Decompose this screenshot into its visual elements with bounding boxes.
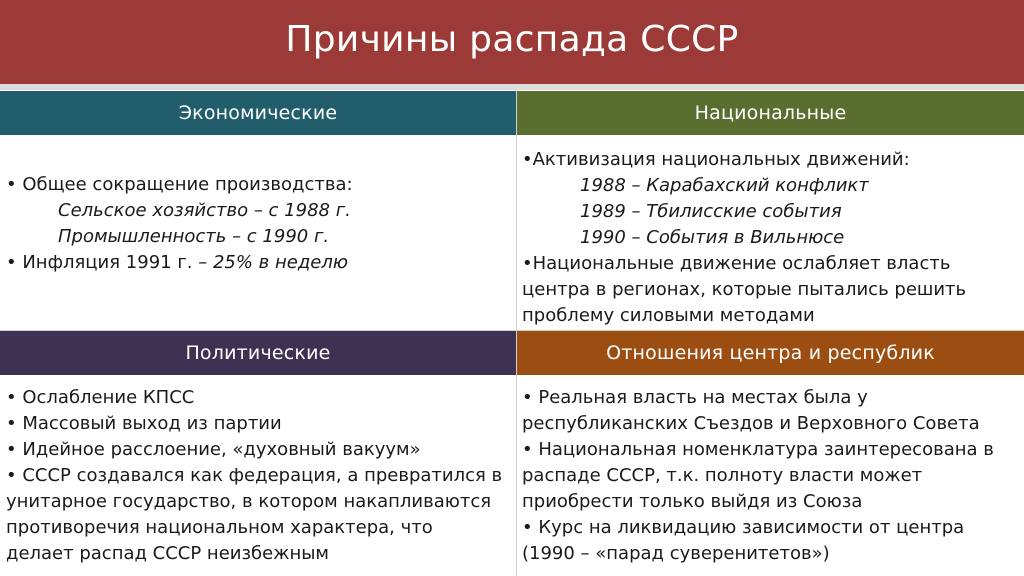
national-header: Национальные: [517, 91, 1024, 135]
inflation-label: • Инфляция 1991 г.: [6, 252, 199, 273]
political-header: Политические: [0, 331, 516, 375]
political-cell: [6, 385, 511, 567]
relations-line: распаде СССР, т.к. полноту власти может: [522, 465, 923, 486]
political-line: • Идейное расслоение, «духовный вакуум»: [6, 439, 421, 460]
economic-item: [6, 250, 511, 276]
relations-header: Отношения центра и республик: [517, 331, 1024, 375]
political-line: противоречия национальном характера, что: [6, 517, 433, 538]
economic-cell: [6, 172, 511, 276]
economic-subitem: Промышленность – с 1990 г.: [58, 226, 330, 247]
political-line: • СССР создавался как федерация, а превратился в: [6, 465, 503, 486]
political-line: делает распад СССР неизбежным: [6, 543, 329, 564]
relations-line: республиканских Съездов и Верховного Совета: [522, 413, 980, 434]
economic-header: Экономические: [0, 91, 516, 135]
political-line: • Массовый выход из партии: [6, 413, 282, 434]
political-line: • Ослабление КПСС: [6, 387, 195, 408]
economic-subitem: Сельское хозяйство – с 1988 г.: [58, 200, 351, 221]
national-cell: [522, 147, 1020, 329]
title-bar: [0, 0, 1024, 84]
national-subitem: 1988 – Карабахский конфликт: [580, 175, 869, 196]
relations-line: • Курс на ликвидацию зависимости от центра: [522, 517, 965, 538]
relations-line: (1990 – «парад суверенитетов»): [522, 543, 830, 564]
relations-cell: [522, 385, 1020, 567]
national-subitem: 1990 – События в Вильнюсе: [580, 227, 845, 248]
national-item-continued: проблему силовыми методами: [522, 305, 815, 326]
national-item-continued: центра в регионах, которые пытались решить: [522, 279, 967, 300]
political-line: унитарное государство, в котором накапливаются: [6, 491, 492, 512]
national-item: •Национальные движение ослабляет власть: [522, 253, 951, 274]
title-divider: [0, 84, 1024, 90]
relations-line: • Реальная власть на местах была у: [522, 387, 868, 408]
economic-item: • Общее сокращение производства:: [6, 174, 353, 195]
national-item: •Активизация национальных движений:: [522, 149, 910, 170]
inflation-value: – 25% в неделю: [198, 252, 349, 273]
national-subitem: 1989 – Тбилисские события: [580, 201, 842, 222]
slide-title: Причины распада СССР: [285, 19, 739, 60]
relations-line: приобрести только выйдя из Союза: [522, 491, 863, 512]
relations-line: • Национальная номенклатура заинтересована в: [522, 439, 994, 460]
